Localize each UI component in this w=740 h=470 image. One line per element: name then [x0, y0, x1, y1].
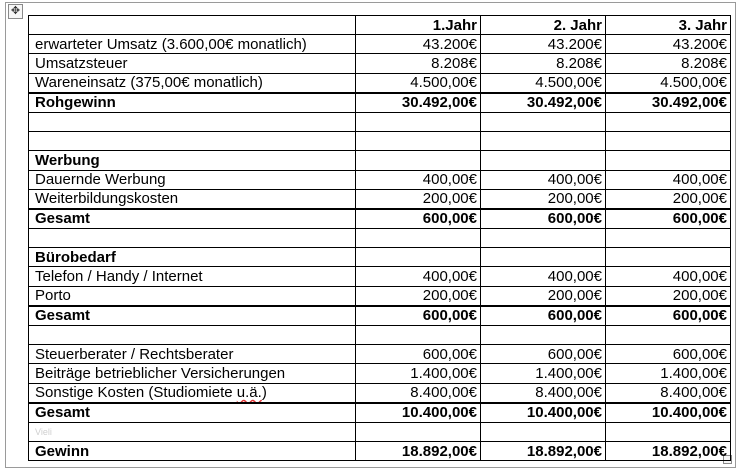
row-label-end: )	[261, 384, 267, 402]
cell-year-1[interactable]: 1.400,00€	[356, 364, 481, 383]
row-label[interactable]: Telefon / Handy / Internet	[29, 267, 356, 286]
row-label[interactable]: Rohgewinn	[29, 93, 356, 113]
header-year-3[interactable]: 3. Jahr	[606, 16, 731, 35]
cell-year-1[interactable]: 400,00€	[356, 267, 481, 286]
section-heading-row	[29, 151, 731, 170]
gewinn-row	[29, 442, 731, 461]
table-row	[29, 345, 731, 364]
cell-year-2[interactable]: 600,00€	[481, 306, 606, 326]
section-heading[interactable]: Werbung	[29, 151, 356, 170]
row-label-main: Sonstige Kosten (Studiomiete	[35, 384, 237, 402]
table-row	[29, 364, 731, 383]
cell-year-1[interactable]: 8.400,00€	[356, 383, 481, 403]
cell-year-2[interactable]: 43.200€	[481, 35, 606, 54]
cell-year-1[interactable]: 8.208€	[356, 54, 481, 73]
rohgewinn-row	[29, 93, 731, 113]
cell-year-3[interactable]: 18.892,00€	[606, 442, 731, 461]
row-label[interactable]: Porto	[29, 286, 356, 306]
total-row	[29, 403, 731, 423]
cell-year-3[interactable]: 4.500,00€	[606, 73, 731, 93]
empty-row	[29, 132, 731, 151]
total-row	[29, 306, 731, 326]
total-row	[29, 209, 731, 229]
row-label[interactable]: Steuerberater / Rechtsberater	[29, 345, 356, 364]
cell-year-3[interactable]: 600,00€	[606, 209, 731, 229]
empty-row	[29, 422, 731, 441]
row-label[interactable]: Wareneinsatz (375,00€ monatlich)	[29, 73, 356, 93]
empty-row	[29, 112, 731, 131]
cell-year-1[interactable]: 10.400,00€	[356, 403, 481, 423]
row-label[interactable]: Gesamt	[29, 306, 356, 326]
row-label[interactable]: Gesamt	[29, 403, 356, 423]
header-cell-label[interactable]	[29, 16, 356, 35]
cell-year-3[interactable]: 1.400,00€	[606, 364, 731, 383]
row-label[interactable]: Gesamt	[29, 209, 356, 229]
table-move-handle-icon[interactable]: ✥	[8, 4, 23, 19]
cell-year-1[interactable]: 600,00€	[356, 209, 481, 229]
cell-year-2[interactable]: 8.208€	[481, 54, 606, 73]
cell-year-3[interactable]: 30.492,00€	[606, 93, 731, 113]
cell-year-3[interactable]: 200,00€	[606, 189, 731, 209]
cell-year-2[interactable]: 200,00€	[481, 189, 606, 209]
table-header-row	[29, 16, 731, 35]
cell-year-2[interactable]: 400,00€	[481, 170, 606, 189]
cell-year-3[interactable]: 43.200€	[606, 35, 731, 54]
cell-year-2[interactable]: 30.492,00€	[481, 93, 606, 113]
document-frame	[5, 2, 736, 468]
table-row	[29, 73, 731, 93]
cell-year-2[interactable]: 400,00€	[481, 267, 606, 286]
empty-row	[29, 326, 731, 345]
cell-year-3[interactable]: 600,00€	[606, 306, 731, 326]
empty-row	[29, 229, 731, 248]
row-label[interactable]: Weiterbildungskosten	[29, 189, 356, 209]
cell-year-2[interactable]: 18.892,00€	[481, 442, 606, 461]
cell-year-2[interactable]: 600,00€	[481, 209, 606, 229]
cell-year-2[interactable]: 4.500,00€	[481, 73, 606, 93]
cell-year-1[interactable]: 30.492,00€	[356, 93, 481, 113]
row-label[interactable]: Umsatzsteuer	[29, 54, 356, 73]
cell-year-2[interactable]: 1.400,00€	[481, 364, 606, 383]
table-row	[29, 54, 731, 73]
table-row	[29, 35, 731, 54]
header-year-1[interactable]: 1.Jahr	[356, 16, 481, 35]
cell-year-1[interactable]: 400,00€	[356, 170, 481, 189]
row-label[interactable]	[29, 383, 356, 403]
cell-year-2[interactable]: 600,00€	[481, 345, 606, 364]
section-heading[interactable]: Bürobedarf	[29, 248, 356, 267]
table-row	[29, 383, 731, 403]
cell-year-1[interactable]: 600,00€	[356, 345, 481, 364]
cell-year-2[interactable]: 10.400,00€	[481, 403, 606, 423]
table-row	[29, 189, 731, 209]
row-label[interactable]: Beiträge betrieblicher Versicherungen	[29, 364, 356, 383]
cell-year-3[interactable]: 400,00€	[606, 267, 731, 286]
section-heading-row	[29, 248, 731, 267]
cell-year-3[interactable]: 8.208€	[606, 54, 731, 73]
header-year-2[interactable]: 2. Jahr	[481, 16, 606, 35]
row-label[interactable]: Dauernde Werbung	[29, 170, 356, 189]
cell-year-1[interactable]: 43.200€	[356, 35, 481, 54]
cell-year-3[interactable]: 600,00€	[606, 345, 731, 364]
cell-year-3[interactable]: 8.400,00€	[606, 383, 731, 403]
cell-year-1[interactable]: 600,00€	[356, 306, 481, 326]
cell-year-3[interactable]: 200,00€	[606, 286, 731, 306]
cell-year-1[interactable]: 4.500,00€	[356, 73, 481, 93]
cell-year-1[interactable]: 18.892,00€	[356, 442, 481, 461]
cell-year-1[interactable]: 200,00€	[356, 189, 481, 209]
table-row	[29, 267, 731, 286]
cell-year-2[interactable]: 8.400,00€	[481, 383, 606, 403]
cell-year-1[interactable]: 200,00€	[356, 286, 481, 306]
spellcheck-flagged-text[interactable]: u.ä.	[236, 384, 262, 402]
cell-year-3[interactable]: 400,00€	[606, 170, 731, 189]
budget-table	[28, 15, 731, 461]
table-row	[29, 286, 731, 306]
cell-year-3[interactable]: 10.400,00€	[606, 403, 731, 423]
cell-year-2[interactable]: 200,00€	[481, 286, 606, 306]
table-row	[29, 170, 731, 189]
row-label[interactable]: erwarteter Umsatz (3.600,00€ monatlich)	[29, 35, 356, 54]
row-label[interactable]: Gewinn	[29, 442, 356, 461]
ghost-text: Vieli	[35, 426, 52, 437]
